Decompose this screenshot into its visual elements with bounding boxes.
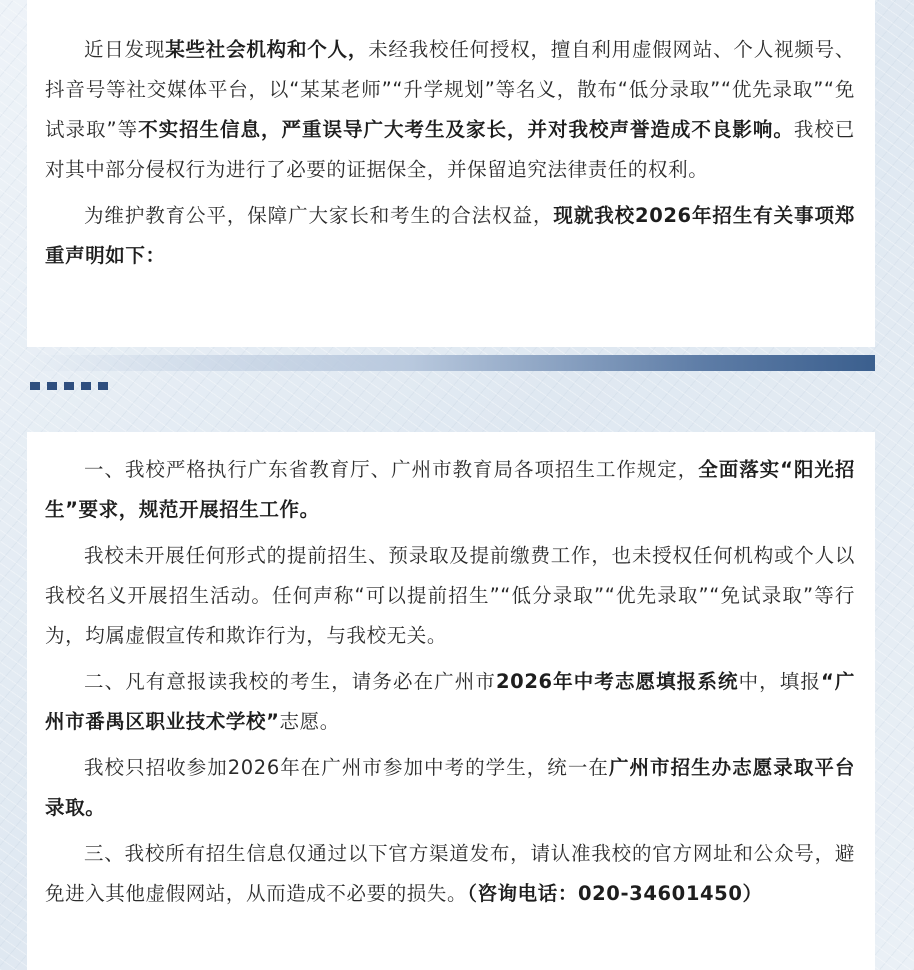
item-2-bold-1: 2026年中考志愿填报系统 bbox=[495, 670, 739, 693]
item-1-detail-text: 我校未开展任何形式的提前招生、预录取及提前缴费工作，也未授权任何机构或个人以我校名义开展招生活动。任何声称“可以提前招生”“低分录取”“优先录取”“免试录取”等行为，均属虚假宣传和欺诈行为，与我校无关。 bbox=[45, 544, 855, 647]
consultation-phone: （咨询电话：020-34601450） bbox=[467, 882, 763, 905]
divider-square bbox=[30, 382, 40, 390]
intro-bold-1: 某些社会机构和个人， bbox=[165, 38, 369, 61]
declaration-lead-paragraph bbox=[45, 196, 855, 276]
intro-text-2: 未经我校任何授权，擅自利用虚假网站、个人视频号、抖音号等社交媒体平台，以“某某老师”“升学规划”等名义，散布“低分录取”“优先录取”“免试录取”等 bbox=[45, 38, 855, 141]
divider-square bbox=[98, 382, 108, 390]
intro-text-3: 我校已对其中部分侵权行为进行了必要的证据保全，并保留追究法律责任的权利。 bbox=[45, 118, 855, 181]
item-1-paragraph bbox=[45, 450, 855, 530]
item-1-bold: 全面落实“阳光招生”要求，规范开展招生工作。 bbox=[45, 458, 855, 521]
item-3-paragraph bbox=[45, 834, 855, 914]
item-2-text-3: 志愿。 bbox=[279, 710, 340, 733]
intro-paragraph bbox=[45, 30, 855, 190]
item-2-detail-text: 我校只招收参加2026年在广州市参加中考的学生，统一在 bbox=[84, 756, 609, 779]
item-1-detail-paragraph bbox=[45, 536, 855, 656]
item-2-bold-2: “广州市番禺区职业技术学校” bbox=[45, 670, 855, 733]
item-3-text: 三、我校所有招生信息仅通过以下官方渠道发布，请认准我校的官方网址和公众号，避免进入其他虚假网站，从而造成不必要的损失。 bbox=[45, 842, 855, 905]
item-2-text-2: 中，填报 bbox=[738, 670, 821, 693]
divider-square bbox=[64, 382, 74, 390]
statement-intro-card bbox=[27, 0, 875, 347]
item-2-detail-paragraph bbox=[45, 748, 855, 828]
intro-text-1: 近日发现 bbox=[84, 38, 166, 61]
lead-text: 为维护教育公平，保障广大家长和考生的合法权益， bbox=[84, 204, 554, 227]
section-divider-bar bbox=[27, 355, 875, 371]
item-2-paragraph bbox=[45, 662, 855, 742]
item-1-text: 一、我校严格执行广东省教育厅、广州市教育局各项招生工作规定， bbox=[84, 458, 699, 481]
statement-items-card bbox=[27, 432, 875, 970]
divider-squares-decoration bbox=[30, 382, 108, 390]
item-2-detail-bold: 广州市招生办志愿录取平台录取。 bbox=[45, 756, 855, 819]
divider-square bbox=[81, 382, 91, 390]
intro-bold-2: 不实招生信息，严重误导广大考生及家长，并对我校声誉造成不良影响。 bbox=[138, 118, 794, 141]
item-2-text-1: 二、凡有意报读我校的考生，请务必在广州市 bbox=[84, 670, 496, 693]
divider-square bbox=[47, 382, 57, 390]
lead-bold: 现就我校2026年招生有关事项郑重声明如下： bbox=[45, 204, 855, 267]
